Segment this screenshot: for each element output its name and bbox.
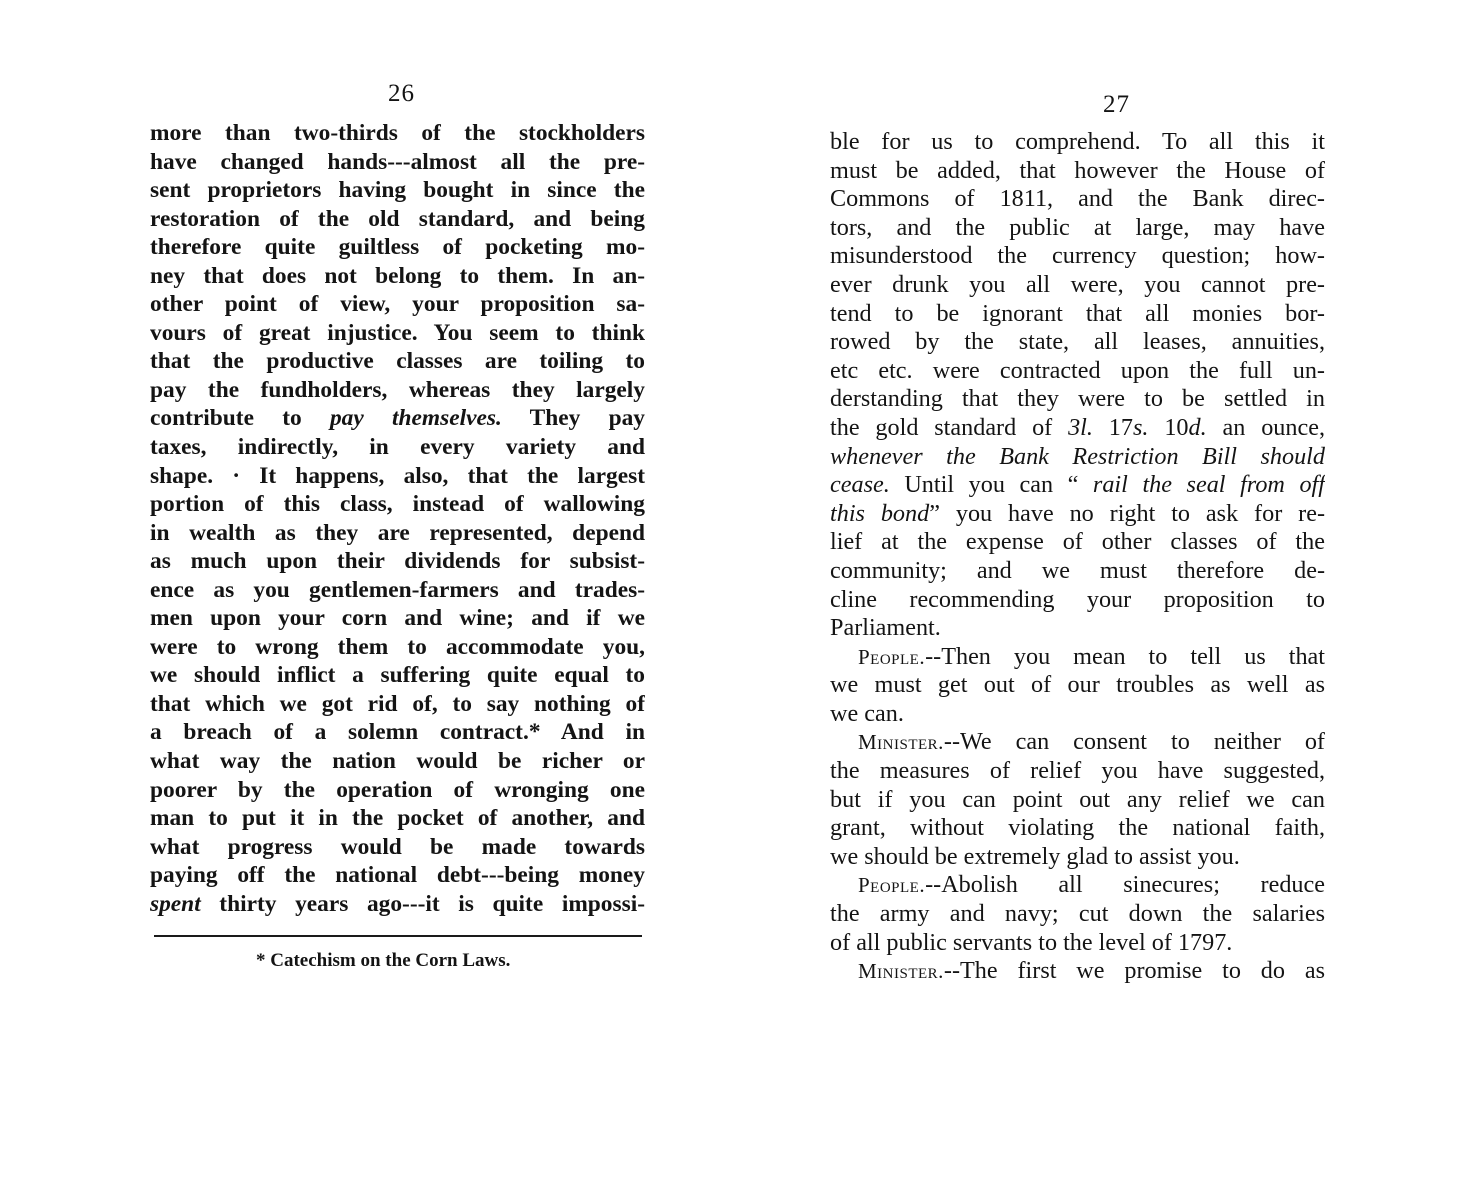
text-line — [150, 690, 645, 719]
footnote: * Catechism on the Corn Laws. — [256, 950, 511, 971]
text-segment: were to wrong them to accommodate you, — [150, 633, 645, 660]
text-line — [830, 300, 1325, 329]
text-line — [830, 671, 1325, 700]
text-line — [830, 443, 1325, 472]
text-line — [830, 929, 1325, 958]
text-line — [830, 357, 1325, 386]
italic-text: s. — [1133, 413, 1149, 441]
text-line — [830, 700, 1325, 729]
text-segment: what way the nation would be richer or — [150, 748, 645, 775]
italic-text: d. — [1188, 413, 1207, 441]
text-segment: ble for us to comprehend. To all this it — [830, 128, 1325, 155]
italic-text: this bond — [830, 499, 930, 527]
text-segment: therefore quite guiltless of pocketing mo- — [150, 234, 645, 261]
text-line — [150, 404, 645, 433]
page-number: 26 — [388, 80, 415, 107]
body-text — [830, 128, 1325, 986]
text-segment: must be added, that however the House of — [830, 156, 1325, 184]
text-line — [830, 786, 1325, 815]
text-segment: a breach of a solemn contract.* And in — [150, 719, 645, 746]
text-segment: tors, and the public at large, may have — [830, 213, 1325, 241]
text-segment: --We can consent to neither of — [943, 728, 1325, 756]
text-segment: derstanding that they were to be settled in — [830, 385, 1325, 413]
text-segment: man to put it in the pocket of another, and — [150, 805, 645, 832]
text-segment: an ounce, — [1206, 413, 1325, 441]
text-segment: we can. — [830, 699, 904, 727]
text-segment: shape. · It happens, also, that the largest — [150, 462, 645, 489]
text-line — [150, 290, 645, 319]
text-segment: They pay — [501, 405, 645, 432]
text-line — [150, 148, 645, 177]
text-segment: lief at the expense of other classes of the — [830, 528, 1325, 556]
text-line — [150, 747, 645, 776]
text-line — [150, 347, 645, 376]
italic-text: spent — [150, 890, 201, 917]
text-line — [830, 900, 1325, 929]
text-line — [830, 643, 1325, 672]
text-line — [830, 385, 1325, 414]
text-line — [150, 119, 645, 148]
speaker-name: Minister. — [858, 730, 944, 755]
italic-text: pay themselves. — [329, 405, 502, 432]
text-segment: ever drunk you all were, you cannot pre- — [830, 270, 1325, 298]
text-line — [830, 528, 1325, 557]
text-segment: but if you can point out any relief we can — [830, 785, 1325, 813]
text-line — [150, 804, 645, 833]
text-line — [150, 576, 645, 605]
text-segment: ence as you gentlemen-farmers and trades- — [150, 576, 645, 603]
text-segment: contribute to — [150, 405, 330, 432]
speaker-name: People. — [858, 873, 926, 898]
text-segment: the measures of relief you have suggested, — [830, 757, 1325, 785]
text-line — [830, 728, 1325, 757]
text-line — [150, 319, 645, 348]
text-segment: men upon your corn and wine; and if we — [150, 605, 645, 632]
text-segment: we should be extremely glad to assist you. — [830, 842, 1240, 870]
text-line — [150, 776, 645, 805]
body-text — [150, 119, 645, 918]
speaker-name: People. — [858, 644, 926, 669]
text-line — [830, 871, 1325, 900]
text-line — [150, 490, 645, 519]
text-line — [150, 376, 645, 405]
text-line — [150, 233, 645, 262]
text-segment: other point of view, your proposition sa- — [150, 291, 645, 318]
text-line — [150, 861, 645, 890]
italic-text: rail the seal from off — [1092, 471, 1325, 499]
text-segment: --Abolish all sinecures; reduce — [925, 871, 1325, 899]
text-segment: we must get out of our troubles as well as — [830, 671, 1325, 699]
text-line — [830, 185, 1325, 214]
text-line — [830, 843, 1325, 872]
text-line — [150, 633, 645, 662]
text-line — [830, 157, 1325, 186]
text-segment: rowed by the state, all leases, annuities, — [830, 328, 1325, 356]
text-segment: --The first we promise to do as — [943, 957, 1325, 985]
text-segment: etc etc. were contracted upon the full un- — [830, 356, 1325, 384]
text-segment: cline recommending your proposition to — [830, 585, 1325, 613]
text-line — [150, 604, 645, 633]
text-segment: that the productive classes are toiling to — [150, 348, 645, 375]
text-line — [830, 557, 1325, 586]
text-line — [830, 814, 1325, 843]
text-line — [150, 661, 645, 690]
text-segment: in wealth as they are represented, depend — [150, 519, 645, 546]
text-segment: grant, without violating the national faith, — [830, 814, 1325, 842]
footnote-rule — [154, 935, 642, 937]
text-segment: the gold standard of — [830, 413, 1069, 441]
text-segment: 10 — [1148, 413, 1189, 441]
text-segment: community; and we must therefore de- — [830, 556, 1325, 584]
text-segment: poorer by the operation of wronging one — [150, 776, 645, 803]
text-line — [150, 262, 645, 291]
text-line — [150, 718, 645, 747]
text-segment: of all public servants to the level of 1797. — [830, 928, 1233, 956]
text-segment: tend to be ignorant that all monies bor- — [830, 299, 1325, 327]
text-segment: misunderstood the currency question; how- — [830, 242, 1325, 270]
text-segment: Parliament. — [830, 614, 941, 642]
page-number: 27 — [1103, 91, 1130, 118]
italic-text: cease. — [830, 471, 890, 499]
text-line — [830, 471, 1325, 500]
text-segment: more than two-thirds of the stockholders — [150, 120, 645, 146]
italic-text: whenever the Bank Restriction Bill should — [830, 442, 1325, 470]
text-line — [830, 214, 1325, 243]
text-segment: ney that does not belong to them. In an- — [150, 262, 645, 289]
text-line — [150, 547, 645, 576]
text-segment: paying off the national debt---being money — [150, 862, 645, 889]
text-segment: restoration of the old standard, and being — [150, 205, 645, 232]
text-segment: ” you have no right to ask for re- — [929, 499, 1325, 527]
text-line — [150, 890, 645, 919]
text-segment: Until you can “ — [889, 471, 1093, 499]
text-segment: the army and navy; cut down the salaries — [830, 900, 1325, 928]
text-segment: we should inflict a suffering quite equal to — [150, 662, 645, 689]
text-segment: taxes, indirectly, in every variety and — [150, 434, 645, 461]
text-line — [150, 833, 645, 862]
text-line — [830, 586, 1325, 615]
text-segment: --Then you mean to tell us that — [925, 642, 1325, 670]
italic-text: 3l. — [1068, 413, 1093, 441]
text-segment: 17 — [1092, 413, 1133, 441]
speaker-name: Minister. — [858, 959, 944, 984]
text-segment: as much upon their dividends for subsist- — [150, 548, 645, 575]
text-line — [830, 957, 1325, 986]
text-line — [150, 205, 645, 234]
text-segment: Commons of 1811, and the Bank direc- — [830, 185, 1325, 213]
text-line — [830, 328, 1325, 357]
text-line — [830, 500, 1325, 529]
text-line — [830, 271, 1325, 300]
text-line — [830, 128, 1325, 157]
text-line — [830, 242, 1325, 271]
text-line — [150, 462, 645, 491]
text-segment: that which we got rid of, to say nothing of — [150, 690, 645, 717]
text-line — [150, 433, 645, 462]
text-segment: vours of great injustice. You seem to think — [150, 319, 645, 346]
text-segment: sent proprietors having bought in since the — [150, 177, 645, 204]
text-segment: have changed hands---almost all the pre- — [150, 148, 645, 175]
text-segment: thirty years ago---it is quite impossi- — [200, 890, 645, 917]
text-segment: pay the fundholders, whereas they largely — [150, 376, 645, 403]
text-segment: portion of this class, instead of wallowing — [150, 491, 645, 518]
text-segment: what progress would be made towards — [150, 833, 645, 860]
text-line — [830, 614, 1325, 643]
text-line — [830, 414, 1325, 443]
text-line — [150, 519, 645, 548]
text-line — [830, 757, 1325, 786]
text-line — [150, 176, 645, 205]
